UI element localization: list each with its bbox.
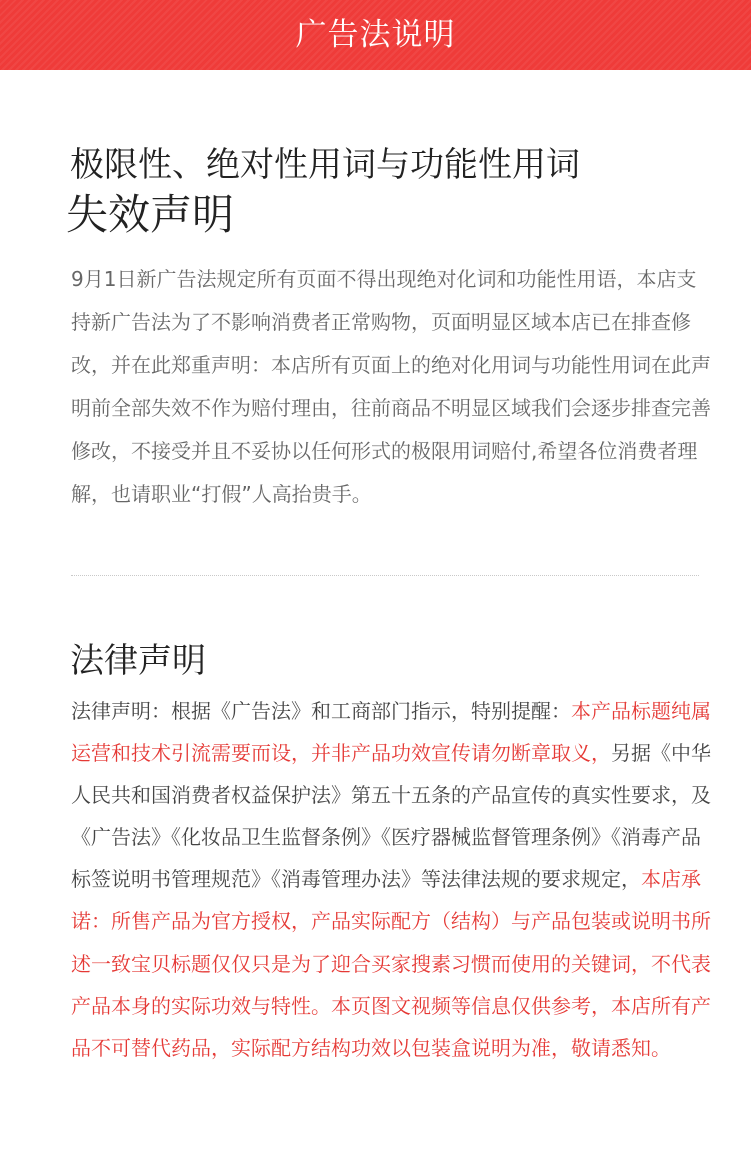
legal-body-part4-highlight: 本店承诺：所售产品为官方授权，产品实际配方（结构）与产品包装或说明书所述一致宝贝标题仅仅只是为了迎合买家搜素习惯而使用的关键词，不代表产品本身的实际功效与特性。本页图文视频等信息仅供参考，本店所有产品不可替代药品，实际配方结构功效以包装盒说明为准，敬请悉知。 (71, 867, 711, 1060)
legal-statement-body (71, 690, 715, 1069)
header-banner (0, 0, 751, 70)
invalid-statement-title-line2: 失效声明 (66, 190, 235, 239)
legal-body-part1: 法律声明：根据《广告法》和工商部门指示，特别提醒： (71, 699, 571, 723)
header-title: 广告法说明 (295, 16, 456, 53)
invalid-statement-body: 9月1日新广告法规定所有页面不得出现绝对化词和功能性用语，本店支持新广告法为了不影响消费者正常购物，页面明显区域本店已在排查修改，并在此郑重声明：本店所有页面上的绝对化用词与功能性用词在此声明前全部失效不作为赔付理由，往前商品不明显区域我们会逐步排查完善修改，不接受并且不妥协以任何形式的极限用词赔付,希望各位消费者理解，也请职业“打假”人高抬贵手。 (71, 267, 711, 506)
legal-statement-title: 法律声明 (70, 641, 206, 681)
legal-body-part2-highlight: 本产品标题纯属运营和技术引流需要而设，并非产品功效宣传请勿断章取义， (71, 699, 711, 766)
section-divider (71, 575, 699, 576)
legal-body-part3: 另据《中华人民共和国消费者权益保护法》第五十五条的产品宣传的真实性要求，及《广告法》《化妆品卫生监督条例》《医疗器械监督管理条例》《消毒产品标签说明书管理规范》《消毒管理办法》等法律法规的要求规定， (71, 741, 711, 892)
invalid-statement-title-line1: 极限性、绝对性用词与功能性用词 (70, 145, 580, 185)
